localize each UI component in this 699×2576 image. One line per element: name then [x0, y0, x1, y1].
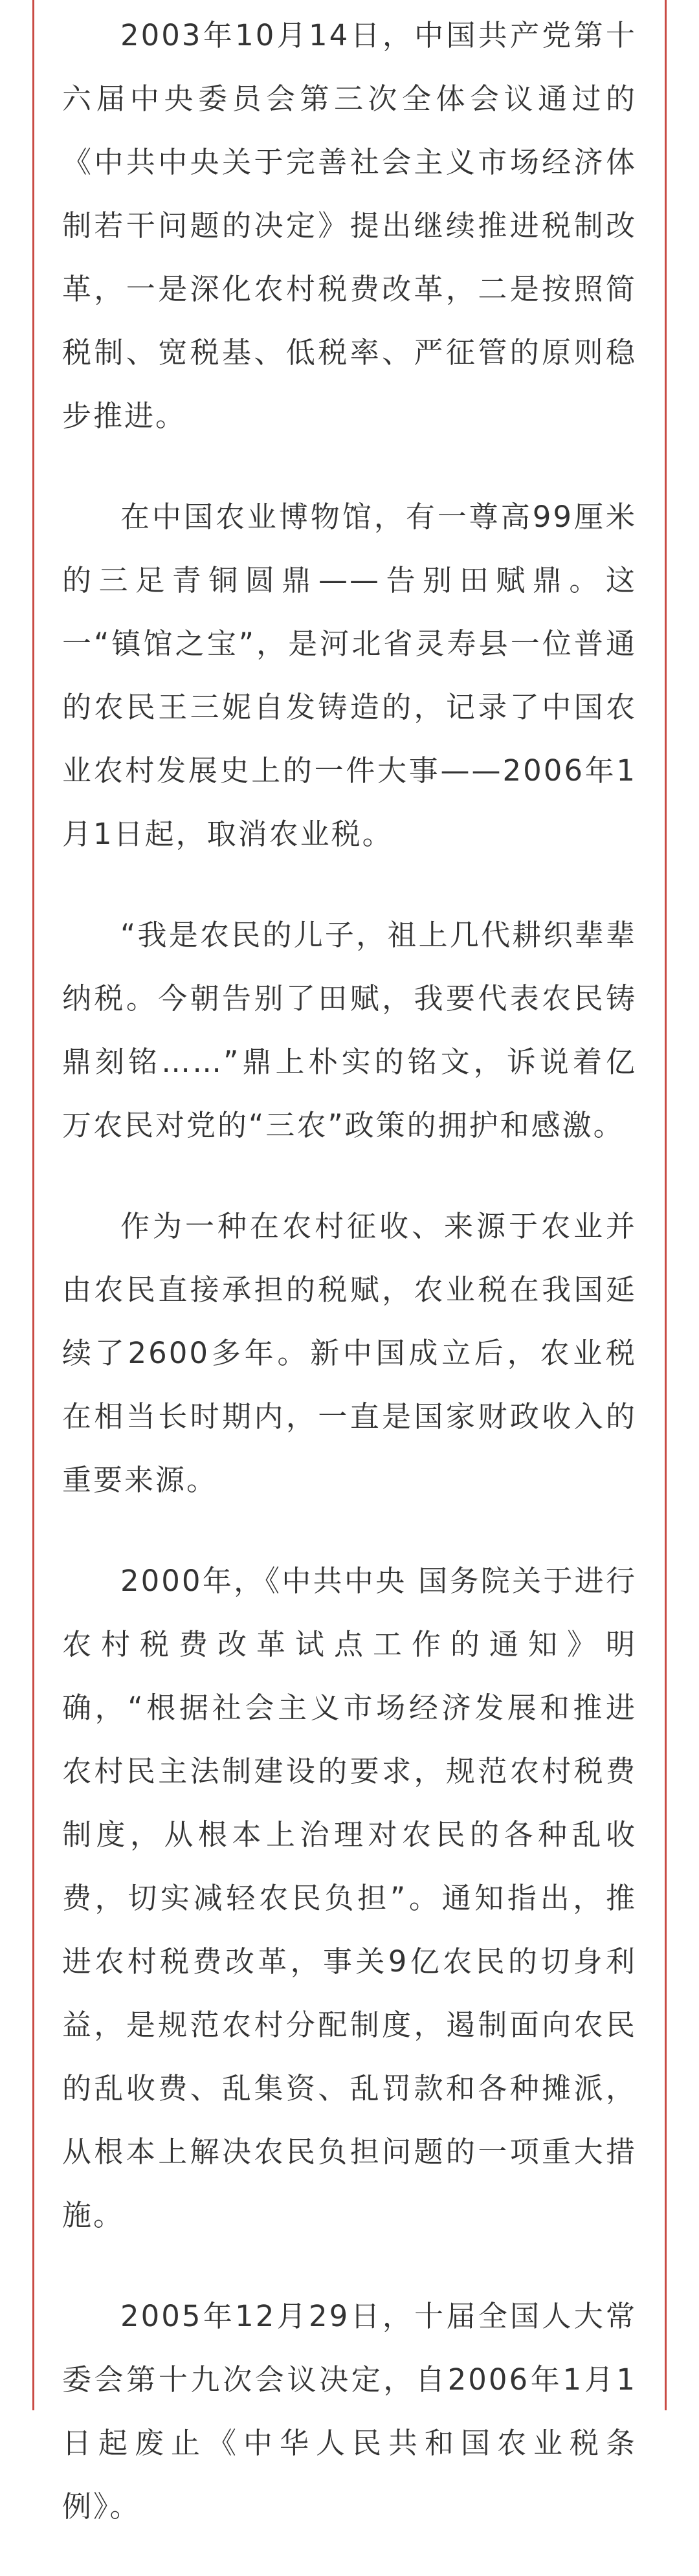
paragraph-2003-decision: 2003年10月14日，中国共产党第十六届中央委员会第三次全体会议通过的《中共中央关于完善社会主义市场经济体制若干问题的决定》提出继续推进税制改革，一是深化农村税费改革，二是按照简税制、宽税基、低税率、严征管的原则稳步推进。 [62, 18, 637, 433]
paragraph-farewell-tripod: 在中国农业博物馆，有一尊高99厘米的三足青铜圆鼎——告别田赋鼎。这一“镇馆之宝”，是河北省灵寿县一位普通的农民王三妮自发铸造的，记录了中国农业农村发展史上的一件大事——2006年1月1日起，取消农业税。 [62, 500, 637, 851]
paragraph-2005-decision: 2005年12月29日，十届全国人大常委会第十九次会议决定，自2006年1月1日起废止《中华人民共和国农业税条例》。 [62, 2299, 637, 2524]
paragraph-tripod-inscription: “我是农民的儿子，祖上几代耕织辈辈纳税。今朝告别了田赋，我要代表农民铸鼎刻铭……”鼎上朴实的铭文，诉说着亿万农民对党的“三农”政策的拥护和感激。 [62, 918, 637, 1142]
paragraph-2000-notice: 2000年，《中共中央 国务院关于进行农村税费改革试点工作的通知》明确，“根据社会主义市场经济发展和推进农村民主法制建设的要求，规范农村税费制度，从根本上治理对农民的各种乱收费，切实减轻农民负担”。通知指出，推进农村税费改革，事关9亿农民的切身利益，是规范农村分配制度，遏制面向农民的乱收费、乱集资、乱罚款和各种摊派，从根本上解决农民负担问题的一项重大措施。 [62, 1564, 637, 2232]
paragraph-agricultural-tax-history: 作为一种在农村征收、来源于农业并由农民直接承担的税赋，农业税在我国延续了2600多年。新中国成立后，农业税在相当长时期内，一直是国家财政收入的重要来源。 [62, 1209, 637, 1497]
article-body [62, 4, 637, 2576]
